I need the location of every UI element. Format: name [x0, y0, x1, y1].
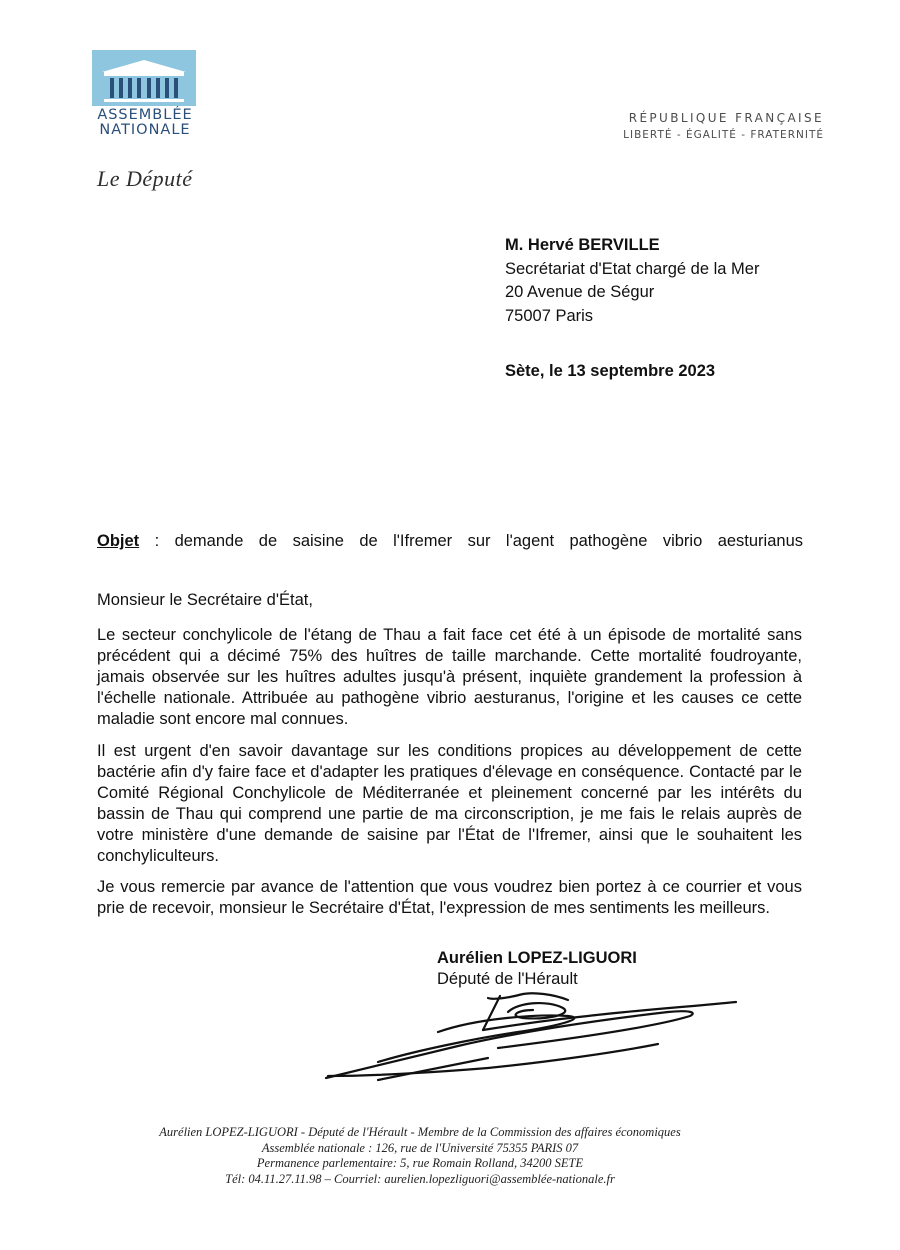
- subject-word: de: [359, 532, 378, 550]
- signatory-name: Aurélien LOPEZ-LIGUORI: [437, 949, 637, 967]
- letter-date: Sète, le 13 septembre 2023: [505, 362, 716, 380]
- republic-line1: RÉPUBLIQUE FRANÇAISE: [628, 111, 824, 125]
- subject-line: [97, 532, 803, 551]
- subject-word: sur: [467, 532, 491, 550]
- handwritten-signature: [318, 990, 748, 1095]
- republic-motto: [623, 110, 824, 143]
- body-paragraph-1: Le secteur conchylicole de l'étang de Thau a fait face cet été à un épisode de mortalité sans précédent qui a décimé 75% des huîtres de taille marchande. Cette mortalité foudroyante, jamais observée sur les huîtres adultes jusqu'à présent, inquiète grandement la profession à l'échelle nationale. Attribuée au pathogène vibrio aesturanus, l'origine et les causes ce cette maladie sont encore mal connues.: [97, 626, 802, 728]
- recipient-line1: Secrétariat d'Etat chargé de la Mer: [505, 259, 760, 278]
- signature-block: [437, 948, 637, 990]
- subject-label: Objet: [97, 532, 140, 550]
- logo-line2: NATIONALE: [99, 122, 191, 138]
- recipient-name: M. Hervé BERVILLE: [505, 236, 660, 254]
- footer-line2: Assemblée nationale : 126, rue de l'Université 75355 PARIS 07: [261, 1140, 579, 1155]
- recipient-line2: 20 Avenue de Ségur: [505, 283, 655, 301]
- subject-word: :: [154, 532, 160, 550]
- footer-line4: Tél: 04.11.27.11.98 – Courriel: aurelien.lopezliguori@assemblée-nationale.fr: [225, 1171, 615, 1186]
- assemblee-nationale-logo: [92, 50, 198, 138]
- subject-word: l'Ifremer: [393, 532, 453, 550]
- subject-word: pathogène: [569, 532, 648, 550]
- body-paragraph-3: Je vous remercie par avance de l'attention que vous voudrez bien portez à ce courrier et vous prie de recevoir, monsieur le Secrétaire d'État, l'expression de mes sentiments les meilleurs.: [97, 878, 802, 917]
- letter-footer: [110, 1125, 730, 1187]
- recipient-address: [505, 234, 759, 328]
- footer-line3: Permanence parlementaire: 5, rue Romain Rolland, 34200 SETE: [256, 1156, 584, 1170]
- logo-line1: ASSEMBLÉE: [97, 107, 193, 123]
- subject-word: demande: [174, 532, 244, 550]
- subject-word: saisine: [292, 532, 344, 550]
- sender-title: Le Député: [97, 166, 193, 191]
- salutation: Monsieur le Secrétaire d'État,: [97, 591, 313, 609]
- body-paragraph-2: Il est urgent d'en savoir davantage sur les conditions propices au développement de cette bactérie afin d'y faire face et d'adapter les pratiques d'élevage en conséquence. Contacté par le Comité Régional Conchylicole de Méditerranée et pleinement concerné par les intérêts du bassin de Thau qui comprend une partie de ma circonscription, je me fais le relais auprès de votre ministère d'une demande de saisine par l'État de l'Ifremer, ainsi que le souhaitent les conchyliculteurs.: [97, 742, 802, 865]
- hemicycle-emblem-icon: [92, 50, 196, 106]
- republic-line2: LIBERTÉ - ÉGALITÉ - FRATERNITÉ: [623, 129, 824, 141]
- subject-word: de: [258, 532, 278, 550]
- subject-word: vibrio: [662, 532, 703, 550]
- logo-text: [92, 108, 198, 138]
- recipient-line3: 75007 Paris: [505, 306, 594, 325]
- footer-line1: Aurélien LOPEZ-LIGUORI - Député de l'Hérault - Membre de la Commission des affaires économiques: [159, 1125, 681, 1139]
- signatory-title: Député de l'Hérault: [437, 970, 578, 988]
- subject-word: aesturianus: [717, 532, 803, 550]
- subject-word: l'agent: [505, 532, 555, 550]
